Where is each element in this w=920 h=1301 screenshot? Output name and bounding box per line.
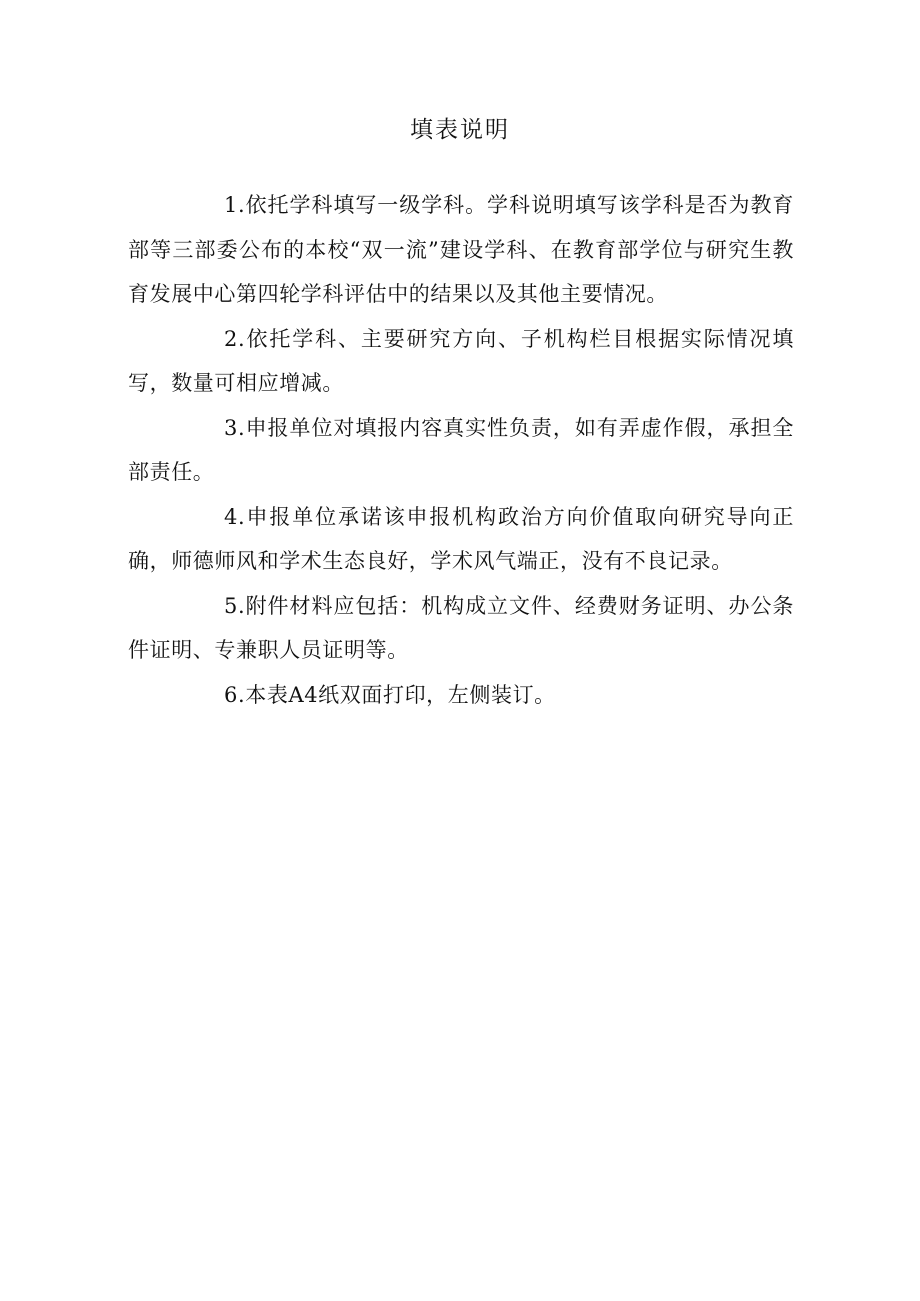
item-number: 1 bbox=[224, 193, 238, 217]
instruction-item-4 bbox=[128, 495, 794, 584]
item-number: 2 bbox=[224, 326, 238, 351]
item-number: 6 bbox=[224, 682, 238, 707]
instruction-list bbox=[128, 183, 794, 717]
item-text: .申报单位承诺该申报机构政治方向价值取向研究导向正确，师德师风和学术生态良好，学术风气端正，没有不良记录。 bbox=[128, 504, 794, 573]
item-text: .本表A4纸双面打印，左侧装订。 bbox=[237, 682, 556, 707]
item-number: 5 bbox=[224, 593, 238, 618]
item-text: .附件材料应包括：机构成立文件、经费财务证明、办公条件证明、专兼职人员证明等。 bbox=[128, 593, 794, 662]
instruction-item-3 bbox=[128, 406, 794, 495]
item-number: 3 bbox=[224, 415, 238, 440]
item-number: 4 bbox=[224, 504, 238, 529]
item-text: .依托学科、主要研究方向、子机构栏目根据实际情况填写，数量可相应增减。 bbox=[128, 326, 794, 395]
page-title: 填表说明 bbox=[410, 117, 510, 143]
instruction-item-2 bbox=[128, 317, 794, 406]
item-text: .申报单位对填报内容真实性负责，如有弄虚作假，承担全部责任。 bbox=[128, 415, 794, 484]
item-text: .依托学科填写一级学科。学科说明填写该学科是否为教育部等三部委公布的本校“双一流”建设学科、在教育部学位与研究生教育发展中心第四轮学科评估中的结果以及其他主要情况。 bbox=[128, 193, 794, 306]
instruction-item-5 bbox=[128, 584, 794, 673]
instruction-item-6 bbox=[128, 673, 794, 718]
instruction-item-1 bbox=[128, 183, 794, 317]
